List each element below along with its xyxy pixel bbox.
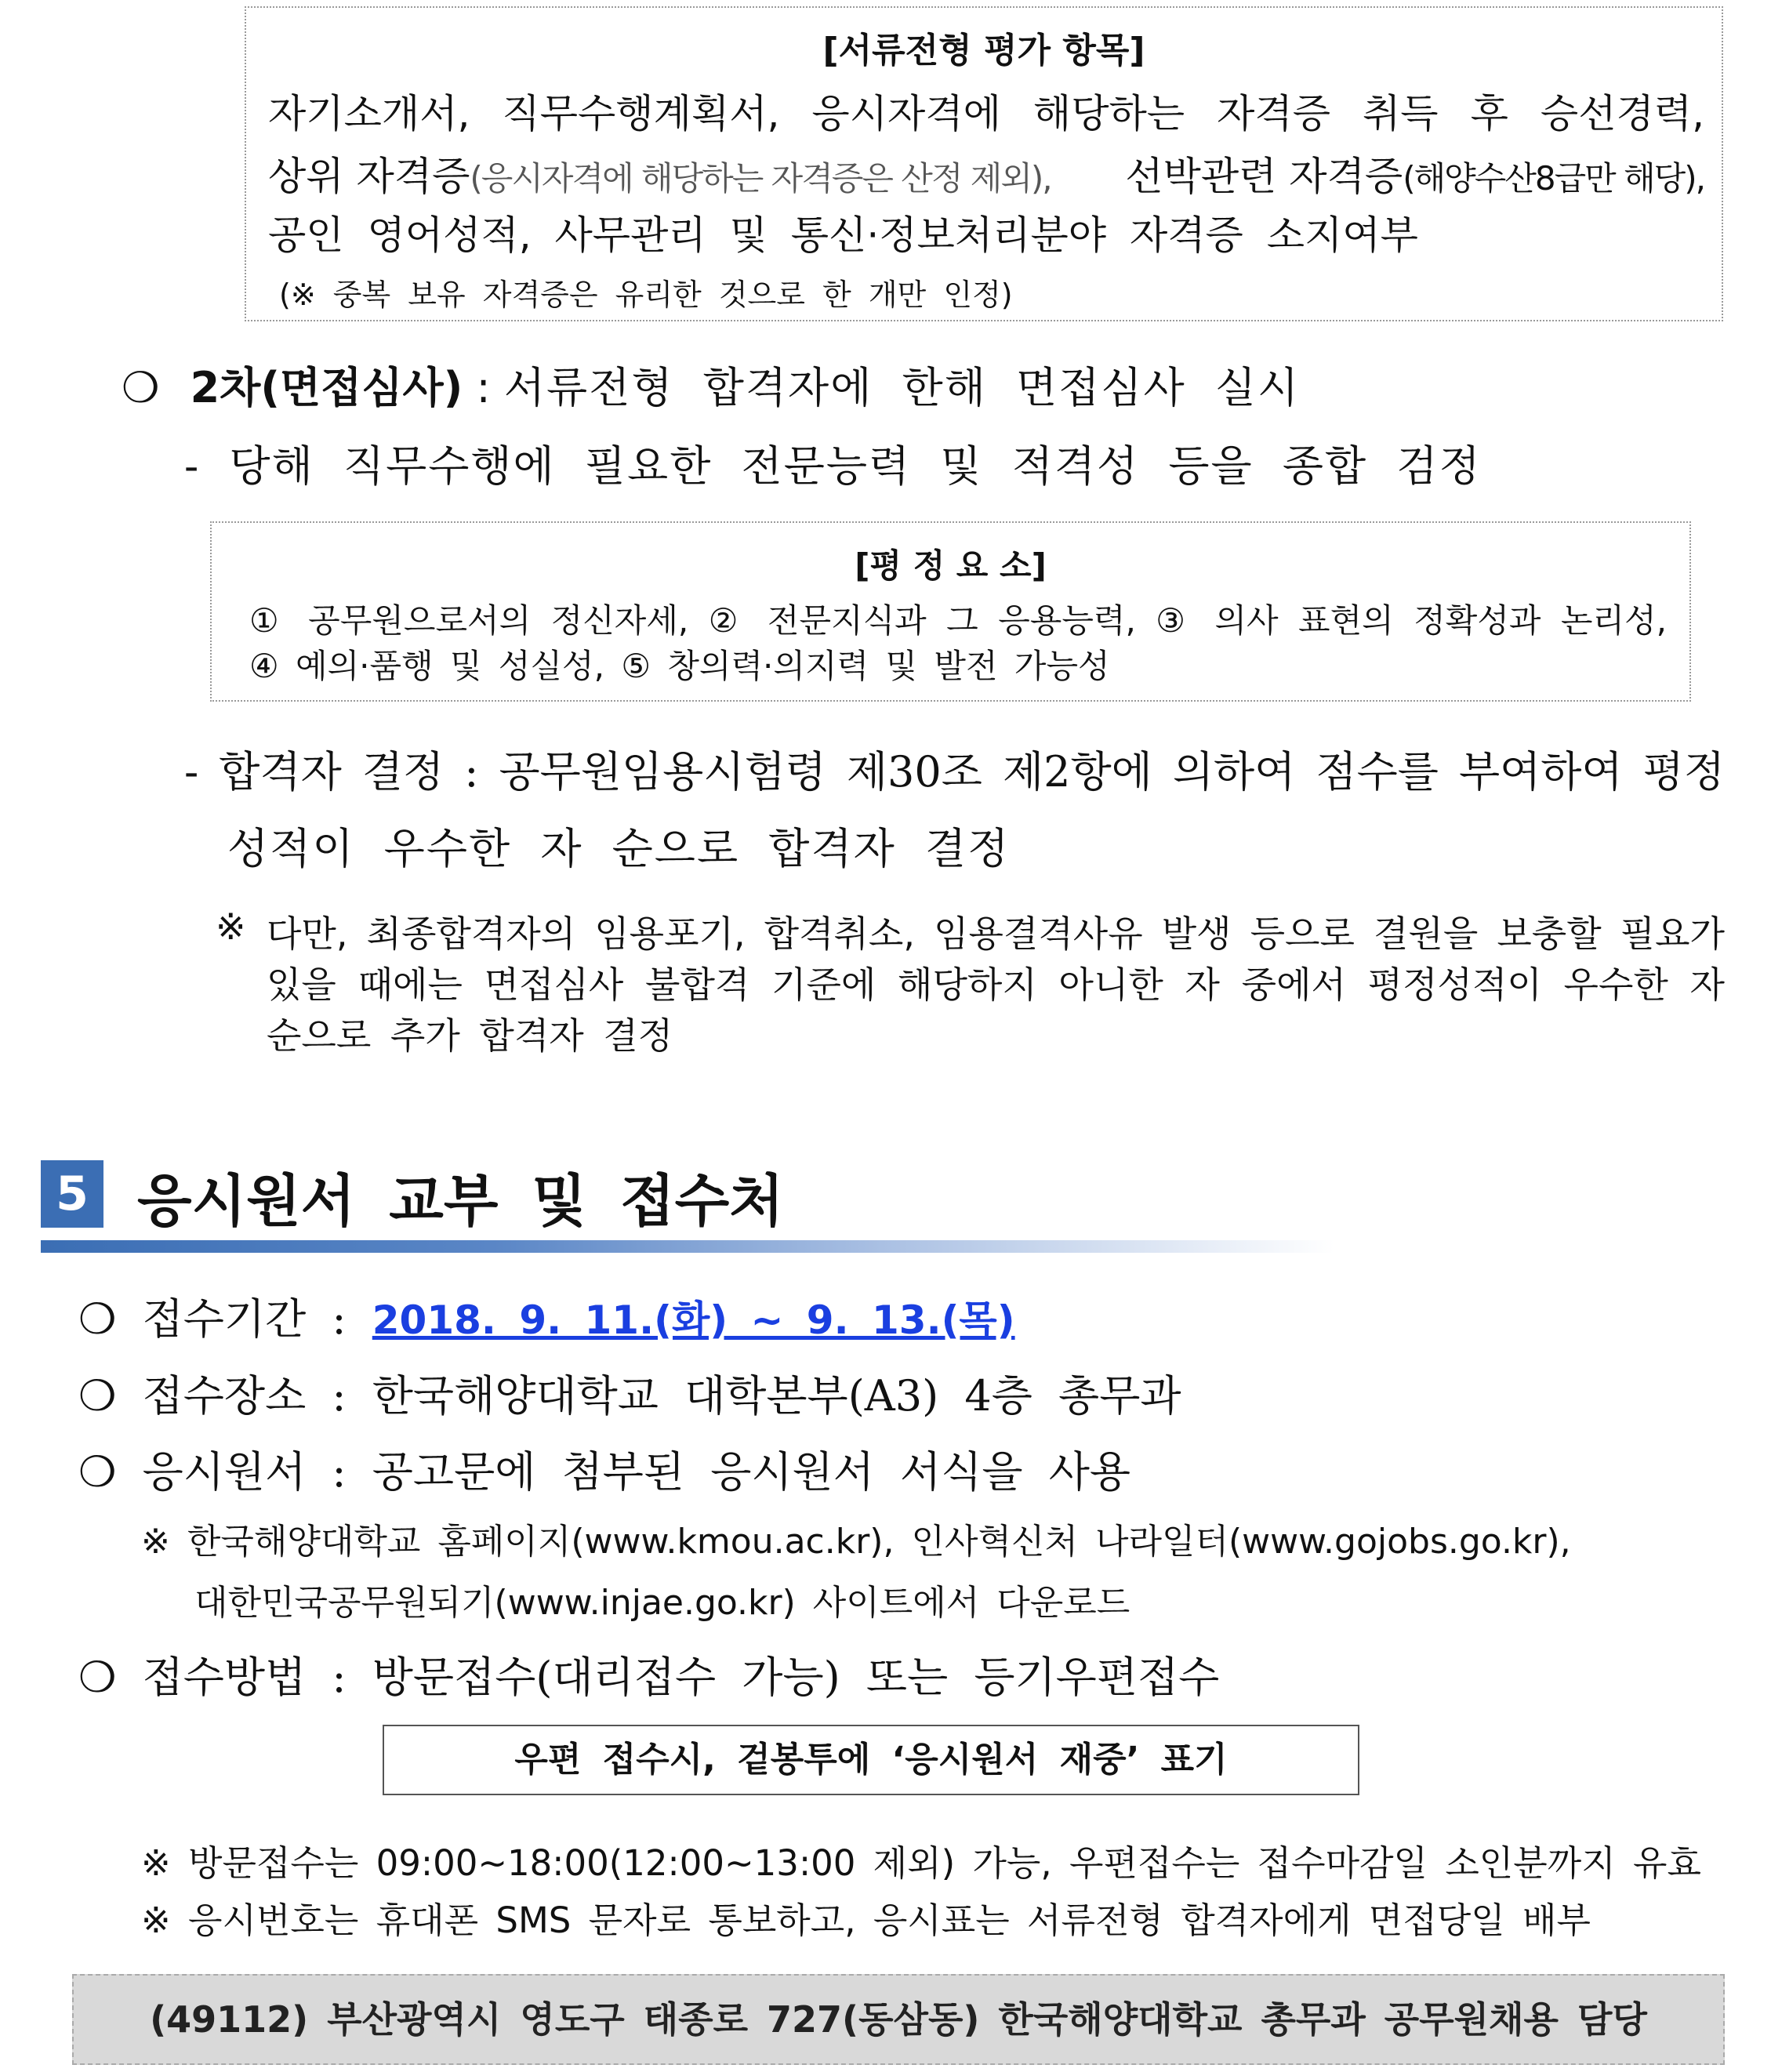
pass-decision-note2: 있을 때에는 면접심사 불합격 기준에 해당하지 아니한 자 중에서 평정성적이 우수한 자 <box>267 963 1725 1006</box>
screening-criteria-note: (※ 중복 보유 자격증은 유리한 것으로 한 개만 인정) <box>279 278 1013 312</box>
interview-text: 서류전형 합격자에 한해 면접심사 실시 <box>503 363 1301 412</box>
interview-heading: 2차(면접심사) <box>190 363 463 412</box>
pass-decision-note1: 다만, 최종합격자의 임용포기, 합격취소, 임용결격사유 발생 등으로 결원을 보충할 필요가 <box>267 913 1725 955</box>
interview-stage-line <box>122 354 1300 415</box>
evaluation-factors-box <box>210 521 1691 702</box>
ship-license-note: (해양수산8급만 해당), <box>1403 159 1704 198</box>
evaluation-factors-line2: ④ 예의·품행 및 성실성, ⑤ 창의력·의지력 및 발전 가능성 <box>249 647 1110 685</box>
address-text: (49112) 부산광역시 영도구 태종로 727(동삼동) 한국해양대학교 총무과 공무원채용 담당 <box>150 1998 1647 2041</box>
download-note-line2: 대한민국공무원되기(www.injae.go.kr) 사이트에서 다운로드 <box>194 1583 1130 1623</box>
section-title: 응시원서 교부 및 접수처 <box>137 1168 784 1234</box>
application-method-line: ❍ 접수방법 : 방문접수(대리접수 가능) 또는 등기우편접수 <box>78 1653 1220 1702</box>
section-number-badge <box>41 1160 103 1228</box>
ship-license-label: 선박관련 자격증 <box>1125 154 1403 199</box>
sms-note: ※ 응시번호는 휴대폰 SMS 문자로 통보하고, 응시표는 서류전형 합격자에게 면접당일 배부 <box>141 1900 1591 1941</box>
application-period-line <box>78 1286 1015 1346</box>
application-period-label: ❍ 접수기간 : <box>78 1294 372 1344</box>
evaluation-factors-title: [평 정 요 소] <box>855 546 1047 585</box>
screening-criteria-title: [서류전형 평가 항목] <box>822 31 1145 71</box>
evaluation-factors-line1: ① 공무원으로서의 정신자세, ② 전문지식과 그 응용능력, ③ 의사 표현의 정확성과 논리성, <box>249 601 1667 640</box>
interview-sep: : <box>463 363 504 412</box>
higher-license-label: 상위 자격증 <box>268 154 470 199</box>
section-underline <box>41 1240 1334 1253</box>
screening-criteria-line1: 자기소개서, 직무수행계획서, 응시자격에 해당하는 자격증 취득 후 승선경력, <box>268 91 1704 136</box>
screening-criteria-line2 <box>268 145 1704 201</box>
higher-license-note: (응시자격에 해당하는 자격증은 산정 제외), <box>470 159 1051 198</box>
screening-criteria-box <box>245 6 1723 321</box>
interview-sub-line: - 당해 직무수행에 필요한 전문능력 및 적격성 등을 종합 검정 <box>184 441 1482 491</box>
mail-notice-text: 우편 접수시, 겉봉투에 ‘응시원서 재중’ 표기 <box>514 1740 1228 1780</box>
screening-criteria-line3: 공인 영어성적, 사무관리 및 통신·정보처리분야 자격증 소지여부 <box>268 212 1418 258</box>
mail-notice-box <box>383 1725 1359 1795</box>
application-form-line: ❍ 응시원서 : 공고문에 첨부된 응시원서 서식을 사용 <box>78 1447 1131 1497</box>
pass-decision-line2: 성적이 우수한 자 순으로 합격자 결정 <box>227 824 1011 873</box>
bullet-icon: ❍ <box>122 363 160 412</box>
pass-decision-note3: 순으로 추가 합격자 결정 <box>267 1014 673 1057</box>
visit-hours-note: ※ 방문접수는 09:00~18:00(12:00~13:00 제외) 가능, 우편접수는 접수마감일 소인분까지 유효 <box>141 1842 1701 1884</box>
address-box <box>72 1974 1725 2065</box>
section-number: 5 <box>56 1167 89 1221</box>
application-period-date[interactable]: 2018. 9. 11.(화) ~ 9. 13.(목) <box>372 1297 1015 1343</box>
note-mark: ※ <box>216 905 246 948</box>
download-note-line1: ※ 한국해양대학교 홈페이지(www.kmou.ac.kr), 인사혁신처 나라일터(www.gojobs.go.kr), <box>141 1522 1571 1562</box>
pass-decision-line1: - 합격자 결정 : 공무원임용시험령 제30조 제2항에 의하여 점수를 부여하여 평정 <box>184 747 1725 797</box>
application-place-line: ❍ 접수장소 : 한국해양대학교 대학본부(A3) 4층 총무과 <box>78 1371 1181 1421</box>
